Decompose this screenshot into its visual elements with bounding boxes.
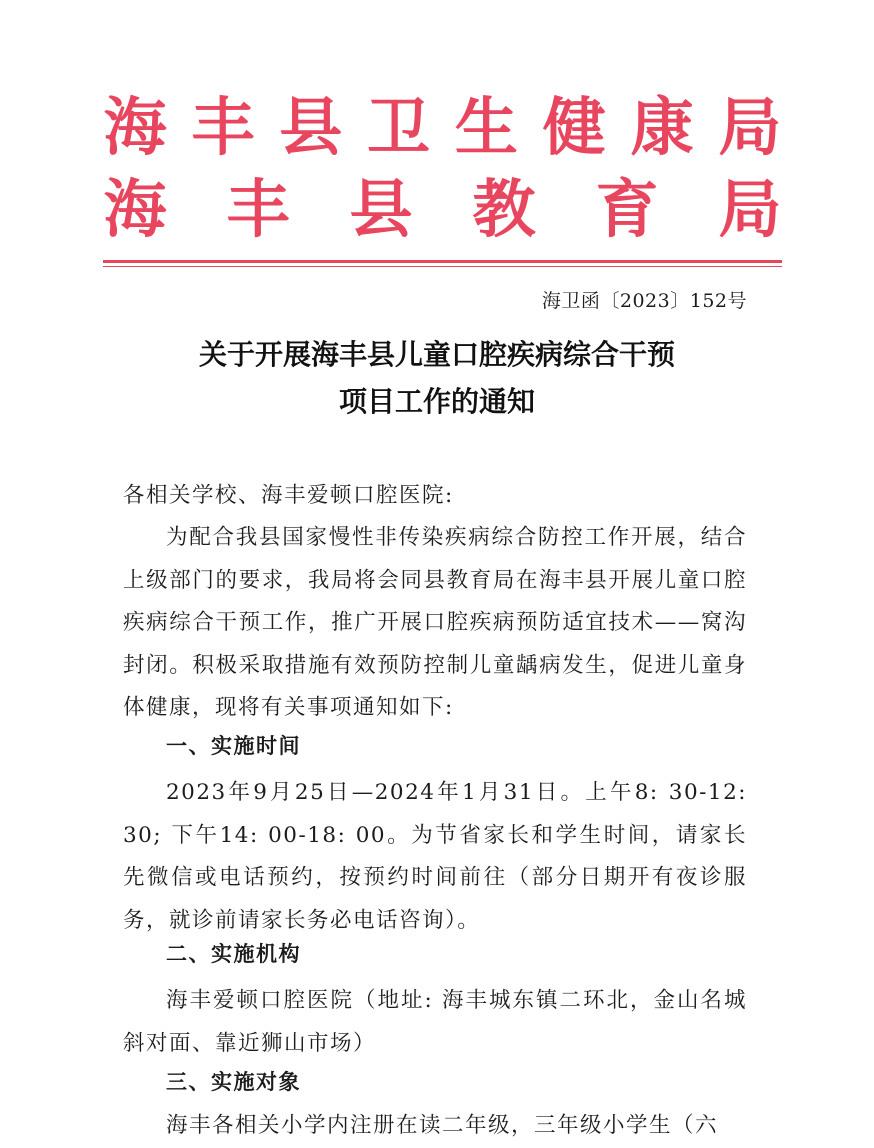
section-text-target: 海丰各相关小学内注册在读二年级，三年级小学生（六: [166, 1113, 719, 1138]
section-heading-time: 一、实施时间: [166, 734, 301, 758]
issuing-org-health-bureau: [103, 90, 782, 164]
org1-char: 县: [279, 90, 343, 164]
org1-char: 丰: [191, 90, 255, 164]
org2-char: 局: [718, 172, 782, 246]
org2-char: 教: [472, 172, 536, 246]
issuing-org-education-bureau: [103, 172, 782, 246]
section-text-time: 2023年9月25日—2024年1月31日。上午8: 30-12: 30; 下午14: 00-18: 00。为节省家长和学生时间，请家长先微信或电话预约，按预约时间前往（部分日期开有夜诊服务，就诊前请家长务必电话咨询）。: [123, 780, 747, 933]
org2-char: 丰: [226, 172, 290, 246]
header-divider-thin: [103, 266, 782, 267]
section-heading-institution: 二、实施机构: [166, 942, 301, 966]
section-body-target: [123, 1105, 747, 1148]
org1-char: 康: [630, 90, 694, 164]
intro-paragraph-text: 为配合我县国家慢性非传染疾病综合防控工作开展，结合上级部门的要求，我局将会同县教育局在海丰县开展儿童口腔疾病综合干预工作，推广开展口腔疾病预防适宜技术——窝沟封闭。积极采取措施有效预防控制儿童龋病发生，促进儿童身体健康，现将有关事项通知如下:: [123, 525, 747, 720]
org1-char: 卫: [367, 90, 431, 164]
greeting: 各相关学校、海丰爱顿口腔医院:: [123, 483, 454, 508]
document-number: 海卫函〔2023〕152号: [541, 290, 747, 312]
section-text-institution: 海丰爱顿口腔医院（地址: 海丰城东镇二环北，金山名城斜对面、靠近狮山市场）: [123, 988, 747, 1056]
document-title-line-1: 关于开展海丰县儿童口腔疾病综合干预: [198, 338, 675, 371]
org1-char: 海: [103, 90, 167, 164]
section-body-time: [123, 772, 747, 942]
section-heading-target: 三、实施对象: [166, 1070, 301, 1094]
org1-char: 局: [718, 90, 782, 164]
org1-char: 生: [454, 90, 518, 164]
document-title-line-2: 项目工作的通知: [338, 385, 535, 418]
section-body-institution: [123, 980, 747, 1065]
org2-char: 县: [349, 172, 413, 246]
org2-char: 海: [103, 172, 167, 246]
org2-char: 育: [595, 172, 659, 246]
org1-char: 健: [542, 90, 606, 164]
intro-paragraph: [123, 517, 747, 730]
header-divider-thick: [103, 260, 782, 263]
